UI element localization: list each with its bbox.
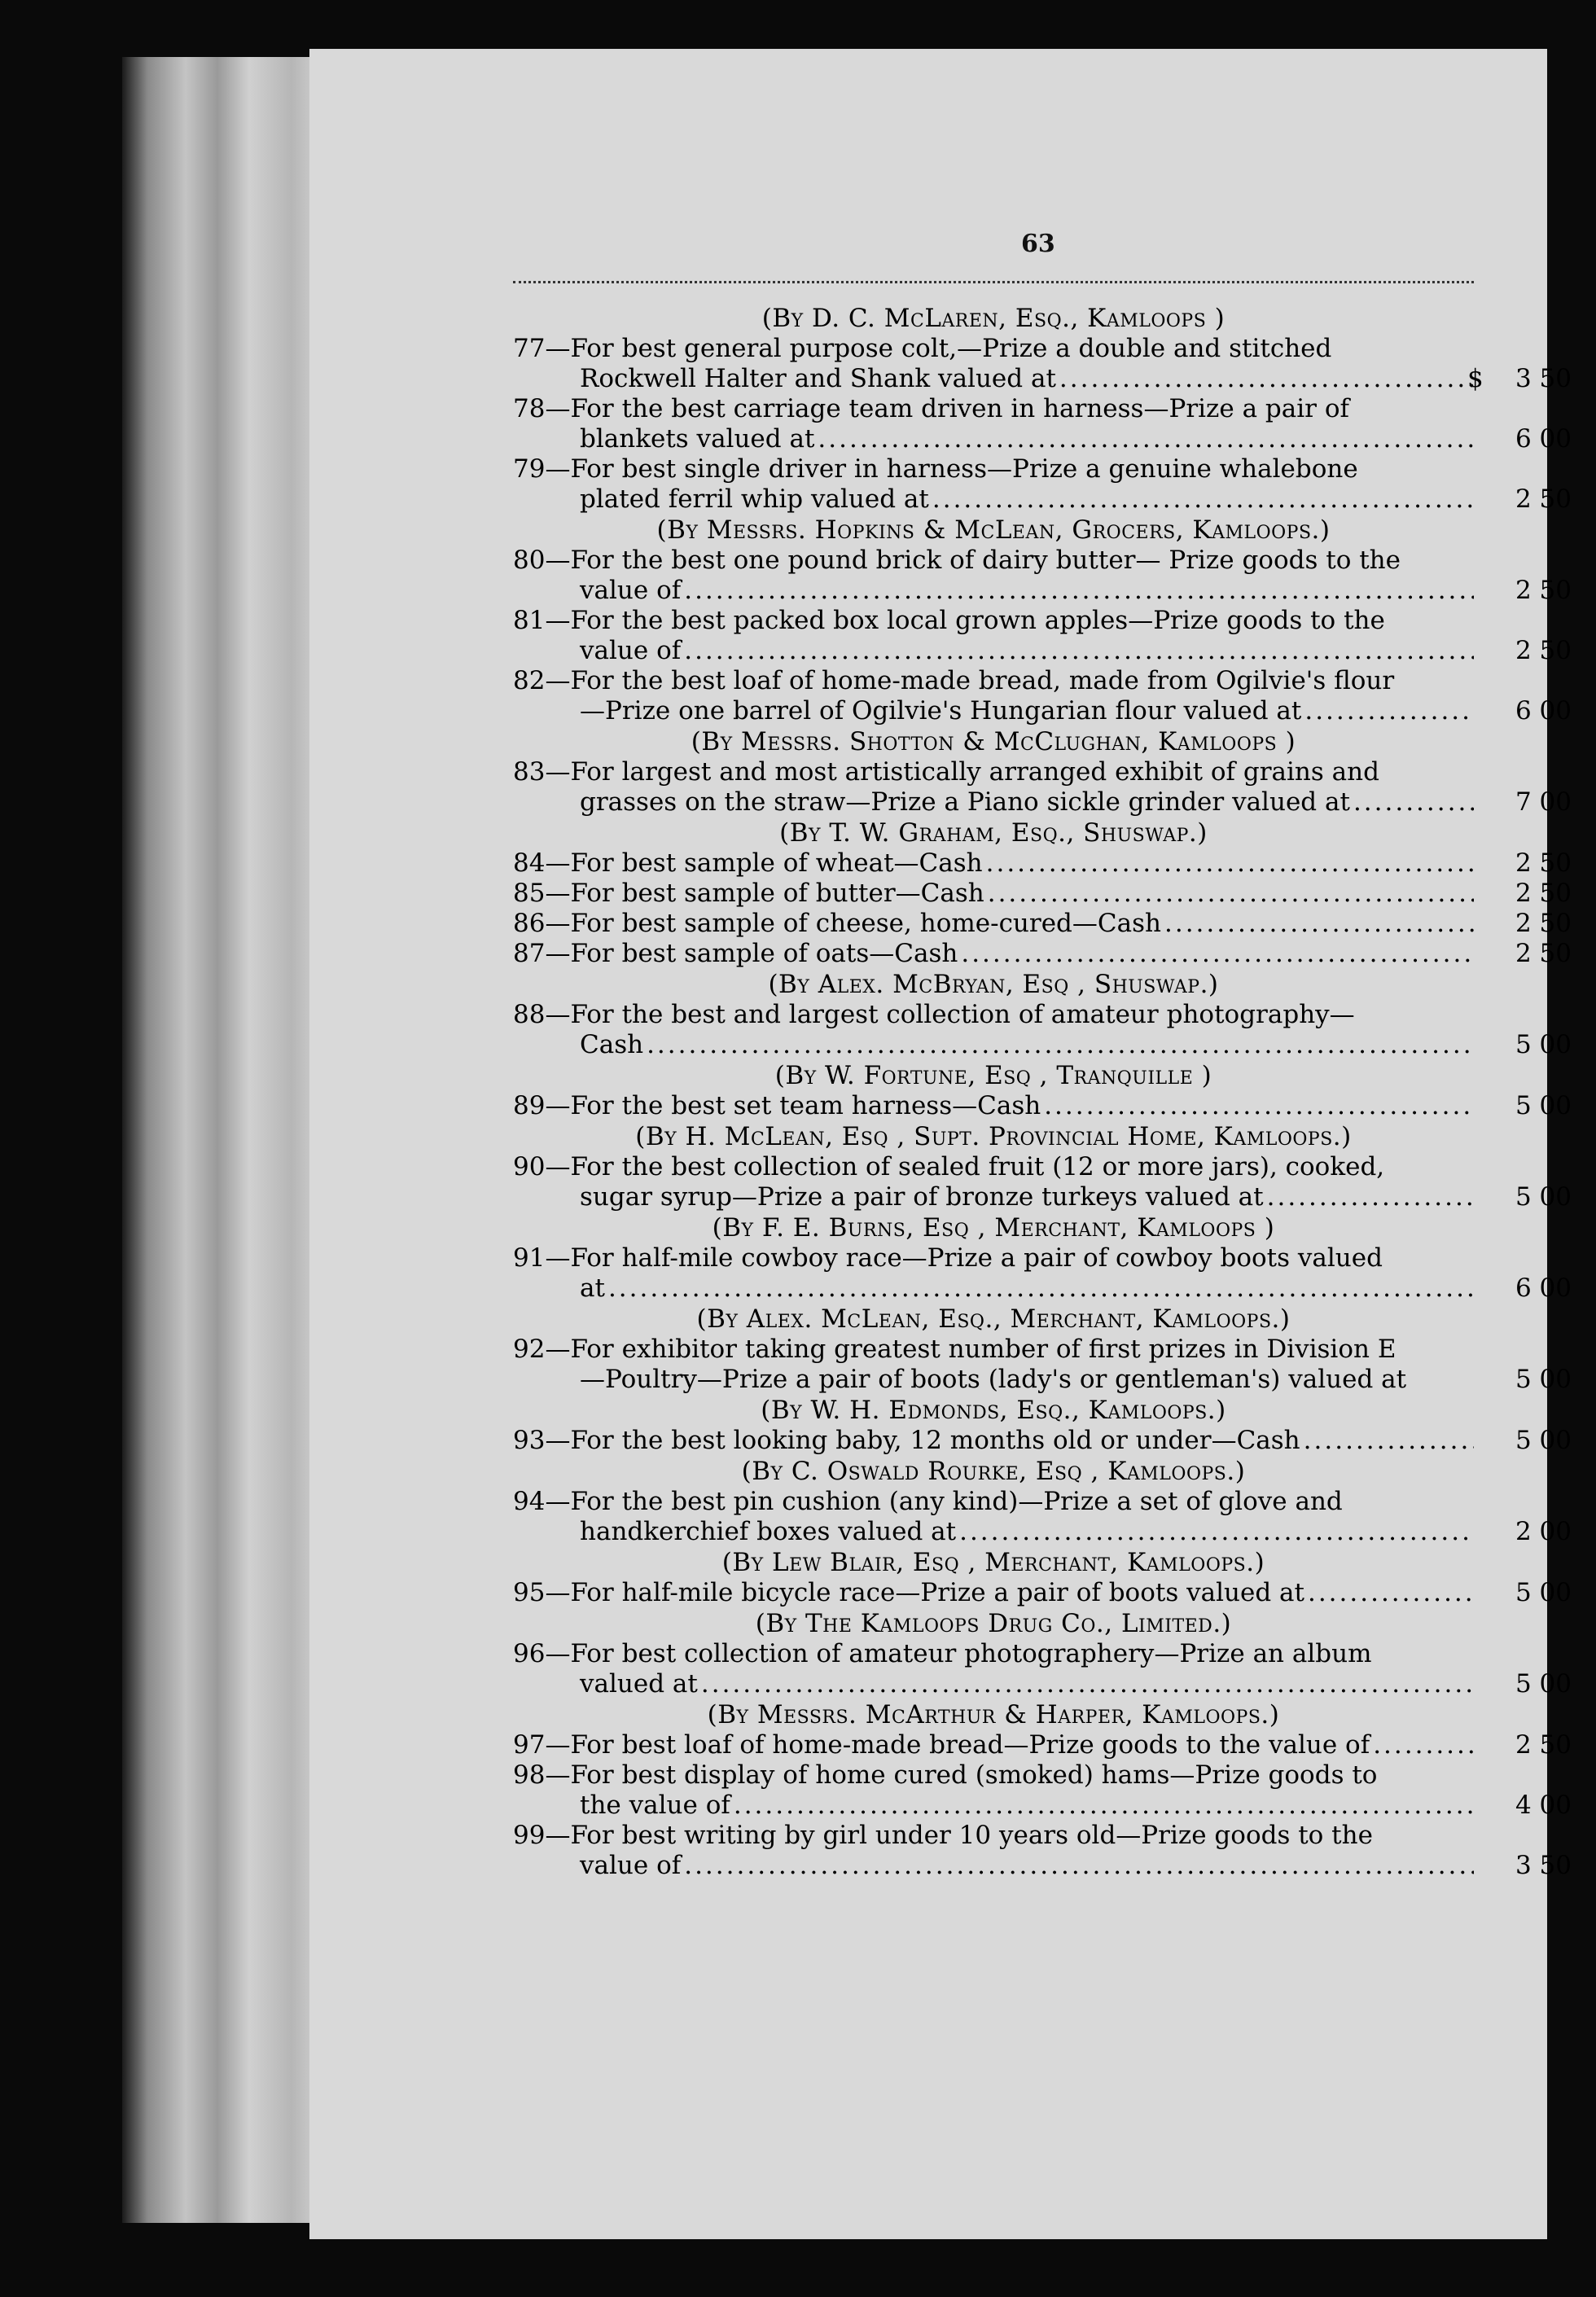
prize-entry [513,848,1572,879]
prize-entry [513,879,1572,909]
entry-text: 91—For half-mile cowboy race—Prize a pair of cowboy boots valued [513,1243,1386,1273]
sponsor-heading: (By F. E. Burns, Esq , Merchant, Kamloops ) [712,1213,1275,1243]
entry-text: plated ferril whip valued at ..... [580,484,932,514]
prize-amount [1498,484,1572,515]
book-spine-shadow [122,57,334,2223]
prize-amount [1498,1730,1572,1760]
entry-line [513,939,1474,969]
entry-text: 81—For the best packed box local grown apples—Prize goods to the [513,606,1388,635]
entry-text: Rockwell Halter and Shank valued at ..... [580,364,1059,393]
entry-line [513,1517,1474,1547]
prize-entry [513,757,1572,818]
prize-amount [1498,696,1572,726]
prize-entry [513,1335,1572,1395]
entry-text: —Poultry—Prize a pair of boots (lady's or gentleman's) valued at [580,1365,1410,1394]
entry-text: 97—For best loaf of home-made bread—Prize goods to the value of ..... [513,1730,1373,1760]
sponsor-heading: (By Alex. McLean, Esq., Merchant, Kamloops.) [696,1304,1291,1334]
entry-line [513,1030,1474,1060]
prize-value: 3 50 [1515,1851,1572,1880]
entry-text: 77—For best general purpose colt,—Prize a double and stitched [513,334,1335,363]
entry-line [513,364,1474,394]
entry-line [513,1578,1474,1608]
prize-amount [1498,939,1572,969]
prize-list [513,303,1572,1881]
prize-entry [513,1821,1572,1881]
entry-text: 87—For best sample of oats—Cash ..... [513,939,961,968]
entry-line [513,1182,1474,1212]
entry-line [513,484,1474,515]
prize-entry [513,454,1572,515]
entry-text: 95—For half-mile bicycle race—Prize a pair of boots valued at ..... [513,1578,1308,1607]
prize-value: 2 50 [1515,848,1572,878]
entry-line [513,787,1474,818]
entry-text: 96—For best collection of amateur photographery—Prize an album [513,1639,1375,1668]
prize-value: 5 00 [1515,1091,1572,1120]
prize-amount [1498,1669,1572,1699]
prize-value: 2 50 [1515,636,1572,665]
entry-text: 92—For exhibitor taking greatest number of first prizes in Division E [513,1335,1399,1364]
prize-entry [513,394,1572,454]
prize-entry [513,909,1572,939]
entry-line [513,1152,1474,1182]
prize-entry [513,1426,1572,1456]
prize-value: 2 50 [1515,879,1572,908]
entry-line [513,1243,1474,1273]
prize-entry [513,1000,1572,1060]
prize-entry [513,334,1572,394]
entry-text: value of ..... [580,636,684,665]
sponsor-heading: (By The Kamloops Drug Co., Limited.) [755,1609,1232,1638]
entry-line [513,757,1474,787]
entry-text: at ..... [580,1273,608,1303]
entry-line [513,546,1474,576]
sponsor-heading: (By C. Oswald Rourke, Esq , Kamloops.) [741,1457,1246,1486]
prize-entry [513,1730,1572,1760]
sponsor-heading: (By Messrs. Hopkins & McLean, Grocers, Kamloops.) [656,515,1331,545]
entry-line [513,1426,1474,1456]
entry-text: valued at ..... [580,1669,701,1699]
prize-amount [1498,909,1572,939]
prize-amount [1498,1517,1572,1547]
sponsor-heading: (By W. H. Edmonds, Esq., Kamloops.) [761,1396,1226,1425]
entry-text: value of ..... [580,576,684,605]
entry-text: the value of ..... [580,1791,734,1820]
prize-value: 6 00 [1515,424,1572,454]
entry-line [513,1273,1474,1304]
entry-text: 80—For the best one pound brick of dairy butter— Prize goods to the [513,546,1404,575]
entry-text: 78—For the best carriage team driven in harness—Prize a pair of [513,394,1353,423]
entry-line [513,666,1474,696]
sponsor-heading: (By Lew Blair, Esq , Merchant, Kamloops.) [721,1548,1265,1577]
entry-text: —Prize one barrel of Ogilvie's Hungarian flour valued at ..... [580,696,1304,725]
entry-text: 85—For best sample of butter—Cash ..... [513,879,988,908]
prize-value: 2 50 [1515,1730,1572,1760]
entry-line [513,606,1474,636]
entry-line [513,879,1474,909]
prize-value: 2 50 [1515,484,1572,514]
prize-entry [513,1760,1572,1821]
prize-amount [1498,1182,1572,1212]
prize-amount [1498,1426,1572,1456]
sponsor-heading: (By H. McLean, Esq , Supt. Provincial Home, Kamloops.) [635,1122,1352,1151]
entry-line [513,1791,1474,1821]
entry-text: 89—For the best set team harness—Cash ..... [513,1091,1044,1120]
prize-amount [1498,576,1572,606]
prize-amount [1498,1578,1572,1608]
entry-line [513,1365,1474,1395]
prize-value: 3 50 [1515,364,1572,393]
entry-text: 83—For largest and most artistically arranged exhibit of grains and [513,757,1383,787]
entry-text: value of ..... [580,1851,684,1880]
entry-line [513,1091,1474,1121]
prize-value: 2 00 [1515,1517,1572,1546]
prize-amount [1467,364,1572,394]
entry-line [513,1851,1474,1881]
entry-line [513,636,1474,666]
prize-value: 5 00 [1515,1365,1572,1394]
prize-value: 5 00 [1515,1426,1572,1455]
prize-value: 6 00 [1515,1273,1572,1303]
sponsor-heading: (By D. C. McLaren, Esq., Kamloops ) [761,304,1226,333]
entry-text: 99—For best writing by girl under 10 years old—Prize goods to the [513,1821,1376,1850]
entry-line [513,424,1474,454]
prize-amount [1498,879,1572,909]
prize-value: 4 00 [1515,1791,1572,1820]
entry-line [513,1821,1474,1851]
prize-value: 5 00 [1515,1030,1572,1059]
prize-amount [1498,1851,1572,1881]
prize-entry [513,939,1572,969]
prize-value: 5 00 [1515,1669,1572,1699]
entry-line [513,1730,1474,1760]
prize-entry [513,666,1572,726]
prize-amount [1498,636,1572,666]
prize-amount [1498,1030,1572,1060]
entry-text: 98—For best display of home cured (smoked) hams—Prize goods to [513,1760,1380,1790]
entry-text: 93—For the best looking baby, 12 months old or under—Cash ..... [513,1426,1304,1455]
entry-text: 88—For the best and largest collection of amateur photography— [513,1000,1358,1029]
prize-amount [1498,1365,1572,1395]
entry-text: 94—For the best pin cushion (any kind)—Prize a set of glove and [513,1487,1346,1516]
prize-value: 2 50 [1515,939,1572,968]
prize-amount [1498,424,1572,454]
entry-line [513,1335,1474,1365]
entry-line [513,1000,1474,1030]
prize-value: 2 50 [1515,576,1572,605]
prize-entry [513,1152,1572,1212]
sponsor-heading: (By W. Fortune, Esq , Tranquille ) [774,1061,1212,1090]
prize-amount [1498,1273,1572,1304]
prize-value: 6 00 [1515,696,1572,725]
entry-line [513,1760,1474,1791]
entry-text: 79—For best single driver in harness—Prize a genuine whalebone [513,454,1361,484]
entry-line [513,1669,1474,1699]
sponsor-heading: (By Messrs. McArthur & Harper, Kamloops.) [707,1700,1280,1729]
prize-entry [513,606,1572,666]
prize-entry [513,1578,1572,1608]
prize-value: 7 00 [1515,787,1572,817]
entry-text: blankets valued at ..... [580,424,818,454]
entry-line [513,1639,1474,1669]
prize-entry [513,1487,1572,1547]
prize-entry [513,1243,1572,1304]
page-number: 63 [1021,230,1055,258]
dollar-sign: $ [1467,364,1484,393]
prize-entry [513,546,1572,606]
prize-value: 5 00 [1515,1578,1572,1607]
prize-value: 2 50 [1515,909,1572,938]
prize-amount [1498,1091,1572,1121]
entry-text: sugar syrup—Prize a pair of bronze turkeys valued at ..... [580,1182,1267,1212]
entry-line [513,576,1474,606]
entry-line [513,696,1474,726]
entry-line [513,848,1474,879]
entry-line [513,394,1474,424]
sponsor-heading: (By Messrs. Shotton & McClughan, Kamloops ) [691,727,1296,756]
entry-text: handkerchief boxes valued at ..... [580,1517,959,1546]
prize-value: 5 00 [1515,1182,1572,1212]
prize-amount [1498,848,1572,879]
sponsor-heading: (By T. W. Graham, Esq., Shuswap.) [779,818,1208,848]
prize-entry [513,1091,1572,1121]
entry-text: 90—For the best collection of sealed fruit (12 or more jars), cooked, [513,1152,1388,1181]
entry-line [513,334,1474,364]
entry-text: Cash ..... [580,1030,647,1059]
entry-line [513,909,1474,939]
entry-text: 84—For best sample of wheat—Cash ..... [513,848,986,878]
entry-text: grasses on the straw—Prize a Piano sickle grinder valued at ..... [580,787,1353,817]
header-rule [513,281,1474,283]
prize-amount [1498,787,1572,818]
entry-line [513,454,1474,484]
entry-text: 82—For the best loaf of home-made bread, made from Ogilvie's flour [513,666,1397,695]
prize-amount [1498,1791,1572,1821]
entry-text: 86—For best sample of cheese, home-cured—Cash ..... [513,909,1164,938]
sponsor-heading: (By Alex. McBryan, Esq , Shuswap.) [768,970,1219,999]
entry-line [513,1487,1474,1517]
prize-entry [513,1639,1572,1699]
